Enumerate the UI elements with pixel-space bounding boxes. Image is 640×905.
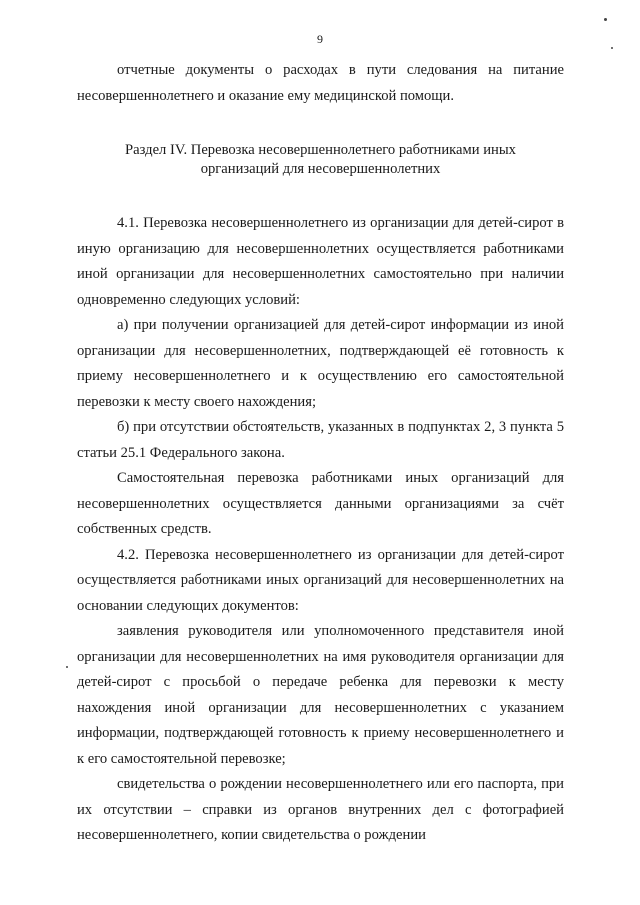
scan-speck [66,666,68,668]
document-body [77,58,564,849]
section-heading-line-2: организаций для несовершеннолетних [200,161,441,177]
paragraph-continuation: отчетные документы о расходах в пути следования на питание несовершеннолетнего и оказание ему медицинской помощи. [77,62,564,104]
paragraph-statement: заявления руководителя или уполномоченного представителя иной организации для несовершеннолетних на имя руководителя организации для детей-сирот с просьбой о передаче ребенка для перевозки к месту нахождения иной организации для несовершеннолетних с указанием информации, подтверждающей готовность к приему несовершеннолетнего и к его самостоятельной перевозке; [77,623,564,767]
scan-speck [604,18,607,21]
paragraph-item-b: б) при отсутствии обстоятельств, указанных в подпунктах 2, 3 пункта 5 статьи 25.1 Федерального закона. [77,419,564,461]
scan-speck [611,47,613,49]
paragraph-item-a: а) при получении организацией для детей-сирот информации из иной организации для несовершеннолетних, подтверждающей её готовность к приему несовершеннолетнего и к осуществлению его самостоятельной перевозки к месту своего нахождения; [77,317,564,410]
paragraph-4-2: 4.2. Перевозка несовершеннолетнего из организации для детей-сирот осуществляется работниками иных организаций для несовершеннолетних на основании следующих документов: [77,546,564,614]
section-heading [77,141,564,179]
page-number: 9 [317,32,323,46]
paragraph-4-1: 4.1. Перевозка несовершеннолетнего из организации для детей-сирот в иную организацию для несовершеннолетних осуществляется работниками иной организации для несовершеннолетних самостоятельно при наличии одновременно следующих условий: [77,215,564,308]
section-heading-line-1: Раздел IV. Перевозка несовершеннолетнего работниками иных [125,142,516,158]
paragraph-birth-certificate: свидетельства о рождении несовершеннолетнего или его паспорта, при их отсутствии – справки из органов внутренних дел с фотографией несовершеннолетнего, копии свидетельства о рождении [77,776,564,843]
paragraph-self-transport: Самостоятельная перевозка работниками иных организаций для несовершеннолетних осуществляется данными организациями за счёт собственных средств. [77,470,564,537]
